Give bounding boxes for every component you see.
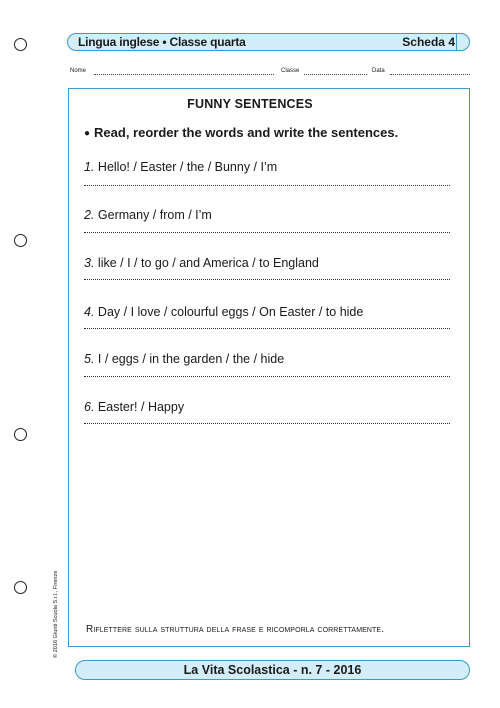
- header-divider: [456, 34, 457, 50]
- copyright-notice: © 2016 Giunti Scuola S.r.l., Firenze: [53, 570, 59, 658]
- item-words: Hello! / Easter / the / Bunny / I’m: [97, 160, 278, 174]
- answer-line[interactable]: [84, 423, 450, 424]
- binder-hole-upper-middle: [14, 234, 27, 247]
- exercise-item: [84, 208, 452, 222]
- class-field[interactable]: [304, 74, 367, 75]
- item-words: Germany / from / I’m: [97, 208, 212, 222]
- publication-label: La Vita Scolastica - n. 7 - 2016: [183, 663, 362, 677]
- instruction-text: Read, reorder the words and write the sentences.: [94, 125, 399, 140]
- binder-hole-lower-middle: [14, 428, 27, 441]
- instruction: [84, 125, 398, 140]
- date-field[interactable]: [390, 74, 470, 75]
- exercise-item: [84, 160, 452, 174]
- item-words: like / I / to go / and America / to England: [97, 256, 319, 270]
- subject-label: Lingua inglese • Classe quarta: [78, 35, 246, 49]
- name-label: Nome: [70, 68, 87, 74]
- item-words: Easter! / Happy: [97, 400, 185, 414]
- worksheet-title: FUNNY SENTENCES: [187, 97, 313, 111]
- item-number: 5.: [84, 352, 95, 366]
- item-number: 1.: [84, 160, 95, 174]
- item-number: 4.: [84, 305, 95, 319]
- item-number: 3.: [84, 256, 95, 270]
- answer-line[interactable]: [84, 232, 450, 233]
- answer-line[interactable]: [84, 376, 450, 377]
- student-fields: [70, 68, 475, 80]
- date-label: Data: [372, 68, 385, 74]
- answer-line[interactable]: [84, 328, 450, 329]
- teacher-note: Riflettere sulla struttura della frase e ricomporla correttamente.: [86, 624, 385, 635]
- binder-hole-bottom: [14, 581, 27, 594]
- item-number: 6.: [84, 400, 95, 414]
- item-words: Day / I love / colourful eggs / On Easter / to hide: [97, 305, 364, 319]
- name-field[interactable]: [94, 74, 274, 75]
- bullet-icon: ●: [84, 128, 91, 139]
- exercise-item: [84, 400, 452, 414]
- class-label: Classe: [281, 68, 300, 74]
- binder-hole-top: [14, 38, 27, 51]
- item-words: I / eggs / in the garden / the / hide: [97, 352, 285, 366]
- item-number: 2.: [84, 208, 95, 222]
- answer-line[interactable]: [84, 279, 450, 280]
- footer-band: [75, 660, 470, 680]
- exercise-item: [84, 305, 452, 319]
- exercise-item: [84, 256, 452, 270]
- answer-line[interactable]: [84, 185, 450, 186]
- sheet-number: Scheda 4: [402, 35, 455, 49]
- header-band: [67, 33, 470, 51]
- exercise-item: [84, 352, 452, 366]
